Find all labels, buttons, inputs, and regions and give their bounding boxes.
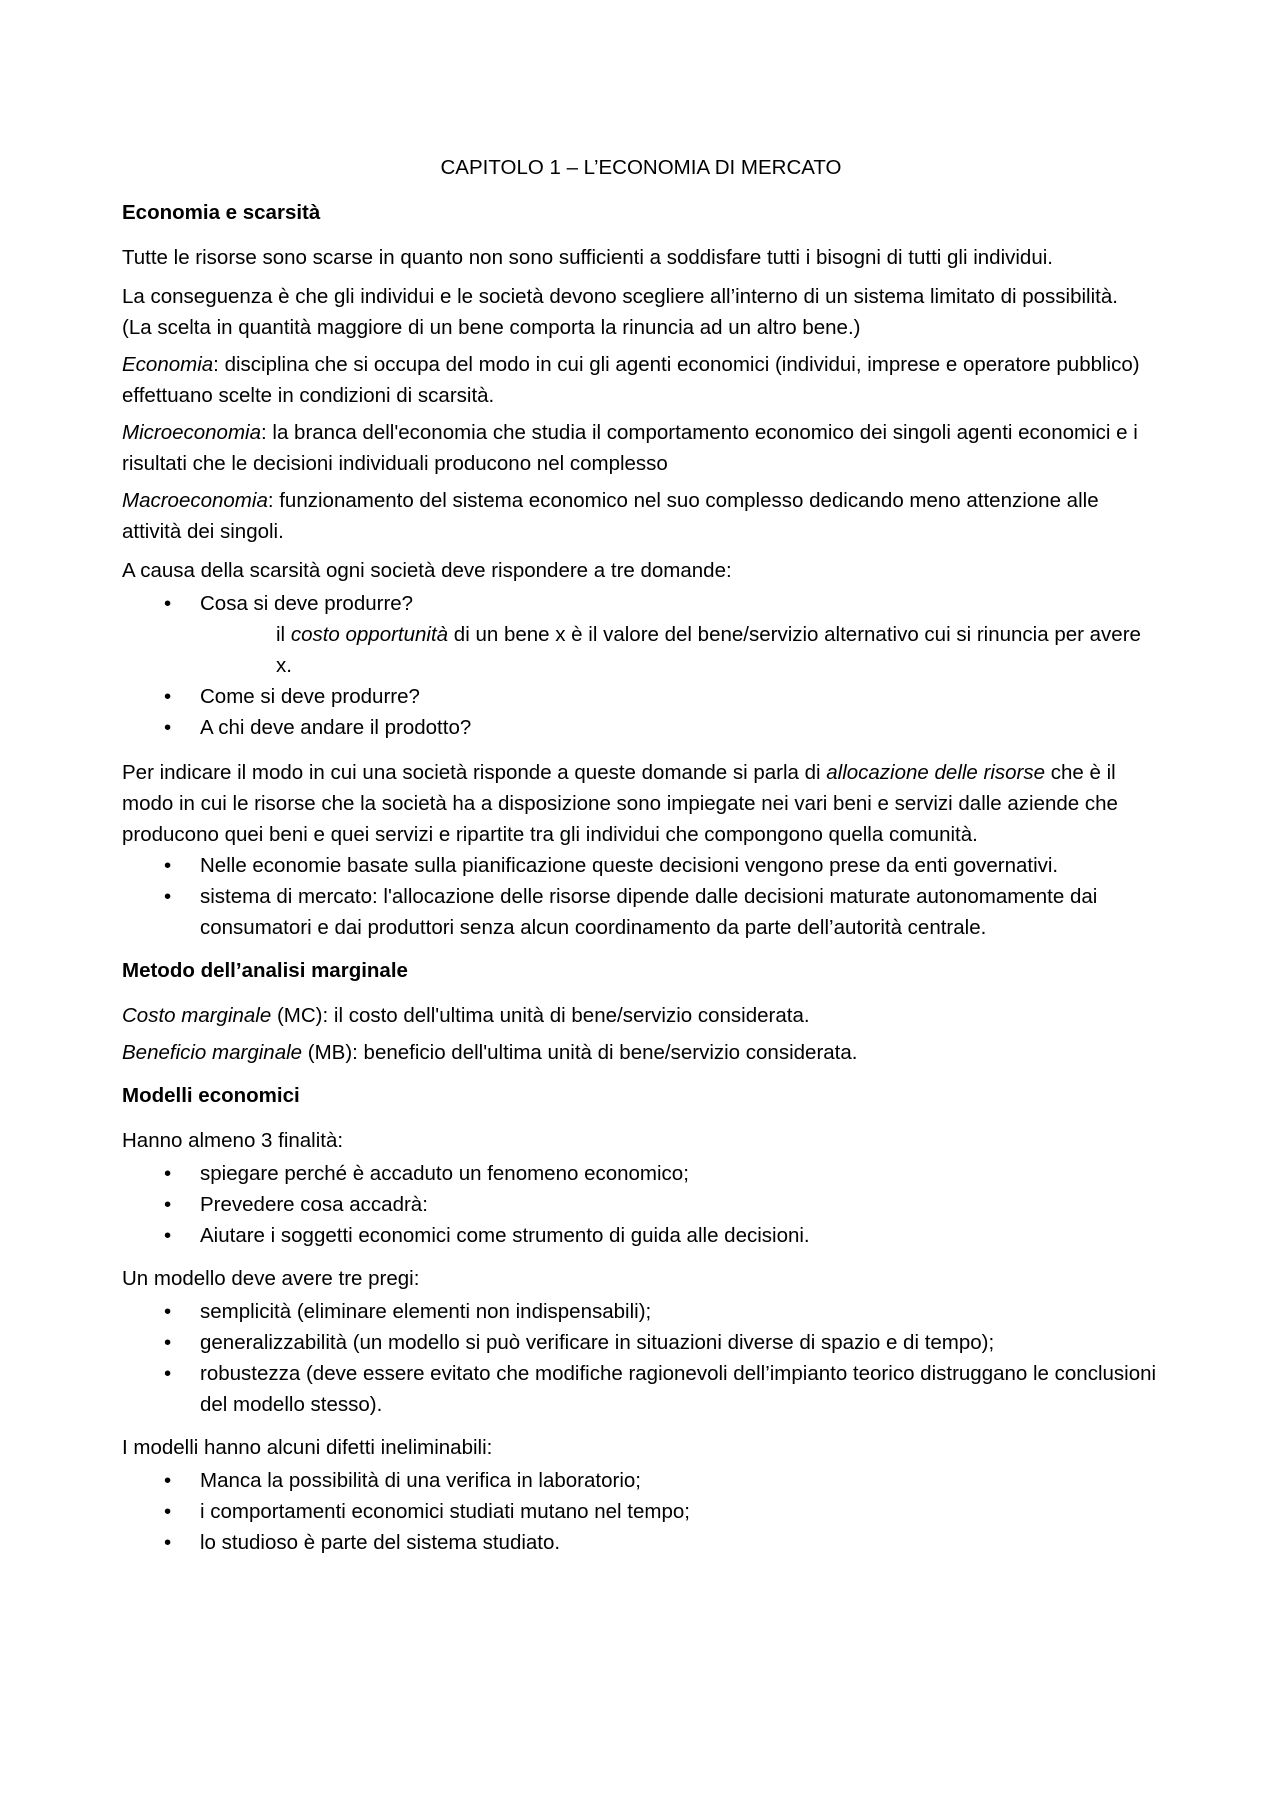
paragraph-conseguenza-text: La conseguenza è che gli individui e le società devono scegliere all’interno di un sistema limitato di possibilità. bbox=[122, 285, 1118, 308]
term-costo-opportunita: costo opportunità bbox=[290, 623, 449, 646]
chapter-title: CAPITOLO 1 – L’ECONOMIA DI MERCATO bbox=[440, 156, 842, 179]
term-macroeconomia: Macroeconomia bbox=[122, 489, 268, 512]
list-item-text: Cosa si deve produrre? bbox=[200, 592, 414, 615]
definition-beneficio-marginale bbox=[122, 1037, 1160, 1068]
term-economia: Economia bbox=[122, 353, 214, 376]
list-item-text: lo studioso è parte del sistema studiato. bbox=[200, 1531, 561, 1554]
list-item bbox=[122, 1296, 1160, 1327]
definition-macroeconomia-text: : funzionamento del sistema economico nel suo complesso dedicando meno attenzione alle attività dei singoli. bbox=[122, 489, 1099, 543]
list-item bbox=[122, 1220, 1160, 1251]
list-item-text: A chi deve andare il prodotto? bbox=[200, 716, 472, 739]
definition-economia-text: : disciplina che si occupa del modo in cui gli agenti economici (individui, imprese e operatore pubblico) effettuano scelte in condizioni di scarsità. bbox=[122, 353, 1140, 407]
paragraph-allocazione bbox=[122, 757, 1160, 850]
list-item bbox=[122, 1327, 1160, 1358]
list-item-text: spiegare perché è accaduto un fenomeno economico; bbox=[200, 1162, 689, 1185]
term-beneficio-marginale: Beneficio marginale bbox=[122, 1041, 303, 1064]
bullet-icon: • bbox=[164, 1500, 172, 1523]
list-item bbox=[122, 850, 1160, 881]
term-microeconomia: Microeconomia bbox=[122, 421, 261, 444]
bullet-icon: • bbox=[164, 1300, 172, 1323]
definition-microeconomia bbox=[122, 417, 1160, 479]
list-item bbox=[122, 1189, 1160, 1220]
list-item bbox=[122, 1358, 1160, 1420]
list-item-text: semplicità (eliminare elementi non indispensabili); bbox=[200, 1300, 652, 1323]
definition-microeconomia-text: : la branca dell'economia che studia il comportamento economico dei singoli agenti economici e i risultati che le decisioni individuali producono nel complesso bbox=[122, 421, 1138, 475]
paragraph-conseguenza-note: (La scelta in quantità maggiore di un bene comporta la rinuncia ad un altro bene.) bbox=[122, 316, 861, 339]
term-allocazione-risorse: allocazione delle risorse bbox=[826, 761, 1046, 784]
list-item-text: Prevedere cosa accadrà: bbox=[200, 1193, 428, 1216]
bullet-icon: • bbox=[164, 885, 172, 908]
list-item-text: robustezza (deve essere evitato che modifiche ragionevoli dell’impianto teorico distruggano le conclusioni del modello stesso). bbox=[200, 1362, 1157, 1416]
bullet-icon: • bbox=[164, 1531, 172, 1554]
paragraph-pregi: Un modello deve avere tre pregi: bbox=[122, 1267, 420, 1290]
definition-macroeconomia bbox=[122, 485, 1160, 547]
bullet-icon: • bbox=[164, 1224, 172, 1247]
list-finalita bbox=[122, 1158, 1160, 1251]
bullet-icon: • bbox=[164, 716, 172, 739]
bullet-icon: • bbox=[164, 854, 172, 877]
bullet-icon: • bbox=[164, 592, 172, 615]
sub-text-b: di un bene x è il valore del bene/servizio alternativo cui si rinuncia per avere x. bbox=[276, 623, 1141, 677]
list-item bbox=[122, 1465, 1160, 1496]
list-item bbox=[122, 881, 1160, 943]
bullet-icon: • bbox=[164, 1162, 172, 1185]
list-item bbox=[122, 1496, 1160, 1527]
list-difetti bbox=[122, 1465, 1160, 1558]
bullet-icon: • bbox=[164, 1331, 172, 1354]
paragraph-risorse-scarse: Tutte le risorse sono scarse in quanto non sono sufficienti a soddisfare tutti i bisogni di tutti gli individui. bbox=[122, 246, 1053, 269]
definition-economia bbox=[122, 349, 1160, 411]
list-item-text: Aiutare i soggetti economici come strumento di guida alle decisioni. bbox=[200, 1224, 810, 1247]
list-item bbox=[122, 588, 1160, 619]
paragraph-tre-domande: A causa della scarsità ogni società deve rispondere a tre domande: bbox=[122, 559, 732, 582]
bullet-icon: • bbox=[164, 1362, 172, 1385]
section-heading-analisi-marginale: Metodo dell’analisi marginale bbox=[122, 959, 408, 982]
definition-costo-marginale-text: (MC): il costo dell'ultima unità di bene/servizio considerata. bbox=[271, 1004, 810, 1027]
term-costo-marginale: Costo marginale bbox=[122, 1004, 272, 1027]
bullet-icon: • bbox=[164, 685, 172, 708]
list-item-text: Come si deve produrre? bbox=[200, 685, 420, 708]
allocazione-text-a: Per indicare il modo in cui una società risponde a queste domande si parla di bbox=[122, 761, 827, 784]
bullet-icon: • bbox=[164, 1193, 172, 1216]
bullet-icon: • bbox=[164, 1469, 172, 1492]
sub-text-a: il bbox=[276, 623, 291, 646]
list-item bbox=[122, 1158, 1160, 1189]
list-tre-domande bbox=[122, 588, 1160, 743]
allocazione-text-b: che è il modo in cui le risorse che la società ha a disposizione sono impiegate nei vari beni e servizi dalle aziende che producono quei beni e quei servizi e ripartite tra gli individui che compongono quella comunità. bbox=[122, 761, 1118, 846]
paragraph-conseguenza bbox=[122, 281, 1160, 343]
definition-costo-marginale bbox=[122, 1000, 1160, 1031]
list-item-text: Nelle economie basate sulla pianificazione queste decisioni vengono prese da enti governativi. bbox=[200, 854, 1059, 877]
list-item-text: i comportamenti economici studiati mutano nel tempo; bbox=[200, 1500, 690, 1523]
list-item bbox=[122, 712, 1160, 743]
paragraph-finalita: Hanno almeno 3 finalità: bbox=[122, 1129, 344, 1152]
paragraph-difetti: I modelli hanno alcuni difetti ineliminabili: bbox=[122, 1436, 493, 1459]
definition-beneficio-marginale-text: (MB): beneficio dell'ultima unità di bene/servizio considerata. bbox=[302, 1041, 858, 1064]
list-item-text: sistema di mercato: l'allocazione delle risorse dipende dalle decisioni maturate autonomamente dai consumatori e dai produttori senza alcun coordinamento da parte dell’autorità centrale. bbox=[200, 885, 1098, 939]
section-heading-modelli-economici: Modelli economici bbox=[122, 1084, 300, 1107]
list-sistemi-allocazione bbox=[122, 850, 1160, 943]
section-heading-economia-scarsita: Economia e scarsità bbox=[122, 201, 321, 224]
list-item bbox=[122, 1527, 1160, 1558]
list-item-sub bbox=[122, 619, 1160, 681]
list-pregi bbox=[122, 1296, 1160, 1420]
list-item-text: generalizzabilità (un modello si può verificare in situazioni diverse di spazio e di tempo); bbox=[200, 1331, 995, 1354]
list-item-text: Manca la possibilità di una verifica in laboratorio; bbox=[200, 1469, 641, 1492]
list-item bbox=[122, 681, 1160, 712]
